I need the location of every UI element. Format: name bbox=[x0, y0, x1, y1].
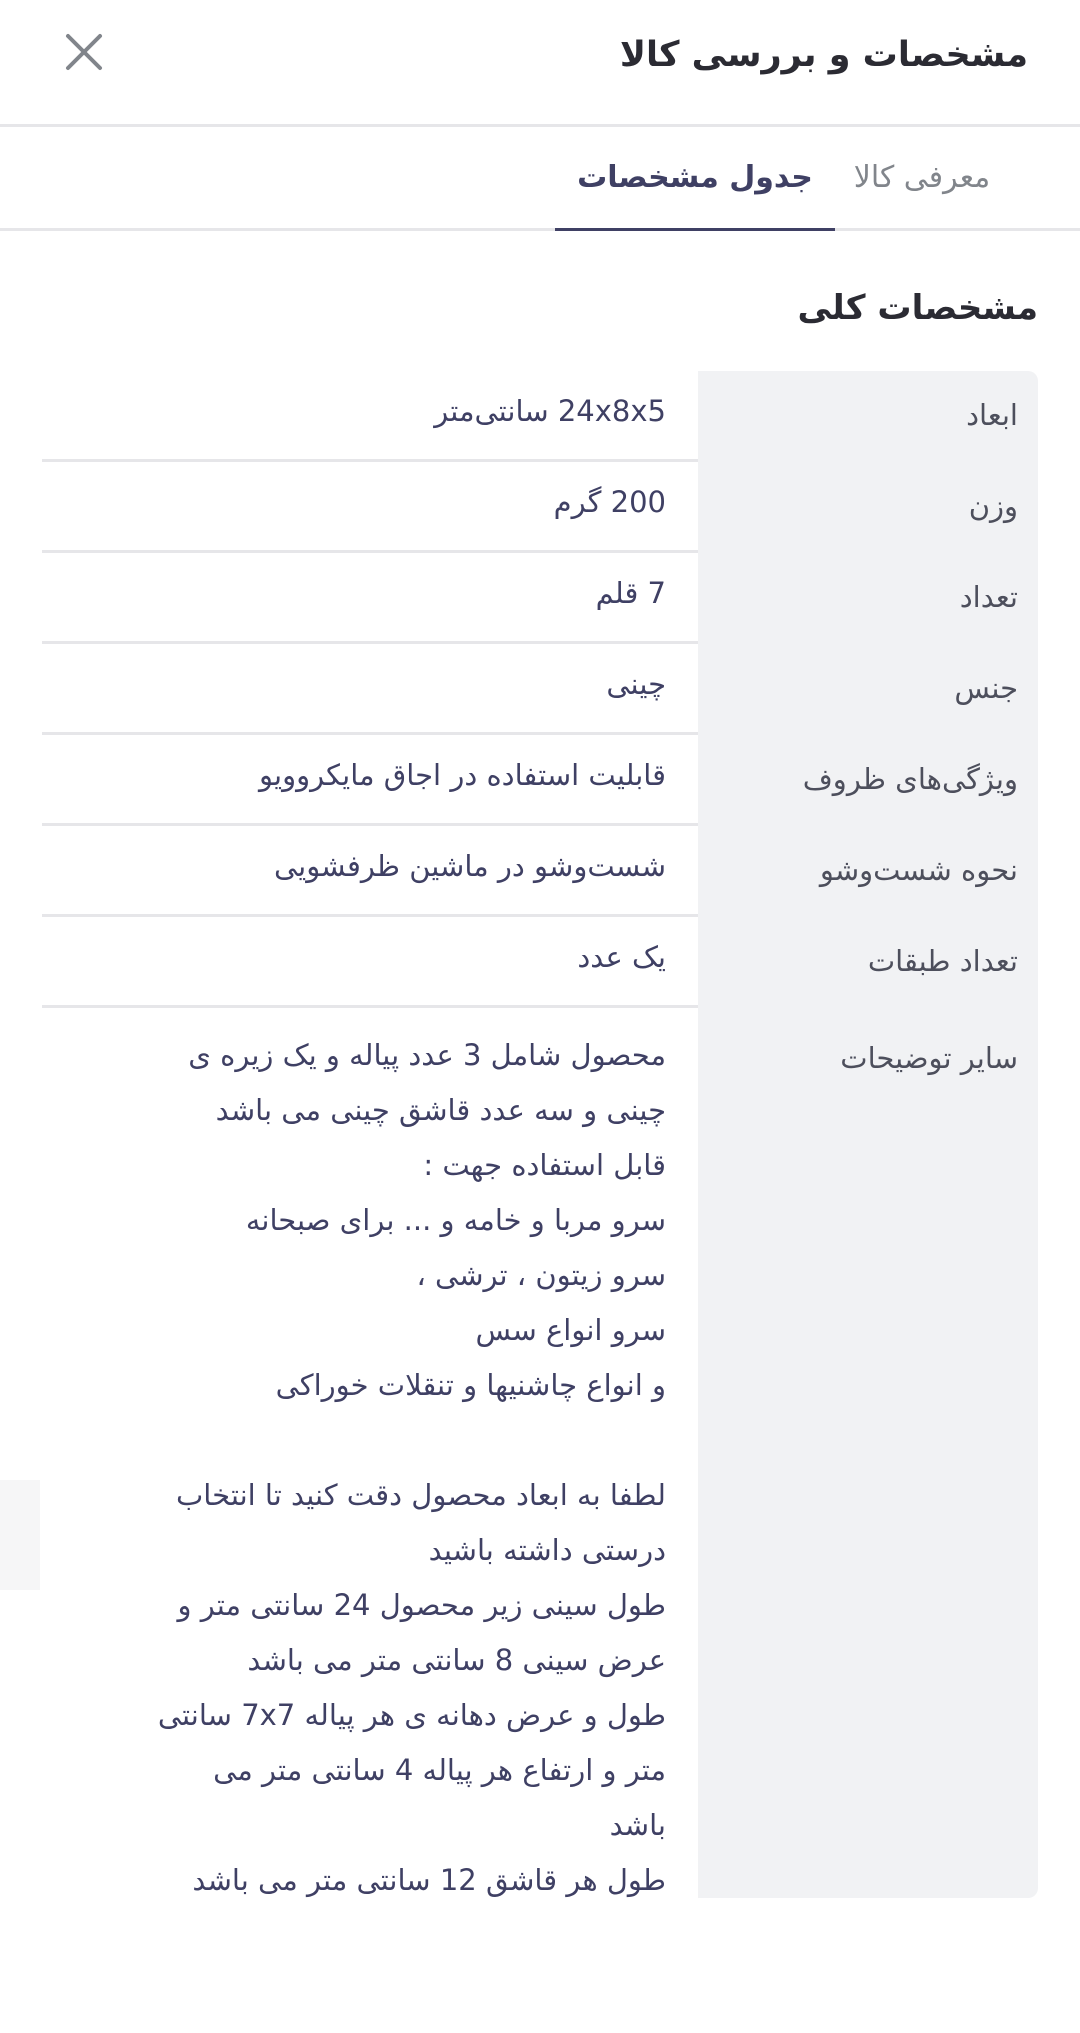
spec-label: وزن bbox=[698, 462, 1038, 553]
notes-line: متر و ارتفاع هر پیاله 4 سانتی متر می bbox=[213, 1753, 666, 1787]
spec-table bbox=[42, 371, 1038, 1898]
tab-bar bbox=[0, 127, 1080, 231]
spec-value-cell bbox=[42, 917, 698, 1008]
notes-line: سرو انواع سس bbox=[475, 1313, 666, 1347]
notes-line: محصول شامل 3 عدد پیاله و یک زیره ی bbox=[188, 1038, 666, 1072]
spec-value-cell bbox=[42, 644, 698, 735]
notes-line: سرو مربا و خامه و ... برای صبحانه bbox=[245, 1203, 666, 1237]
spec-label: ویژگی‌های ظروف bbox=[698, 735, 1038, 826]
spec-value: 24x8x5 سانتی‌متر bbox=[434, 394, 666, 428]
spec-row-count bbox=[42, 553, 1038, 644]
spec-label: نحوه شست‌وشو bbox=[698, 826, 1038, 917]
modal-title: مشخصات و بررسی کالا bbox=[619, 35, 1028, 75]
scroll-edge-shadow bbox=[0, 1480, 40, 1590]
spec-value: قابلیت استفاده در اجاق مایکروویو bbox=[259, 758, 666, 792]
spec-row-tiers bbox=[42, 917, 1038, 1008]
spec-value: 7 قلم bbox=[595, 576, 666, 610]
notes-line: عرض سینی 8 سانتی متر می باشد bbox=[247, 1643, 666, 1677]
notes-line: سرو زیتون ، ترشی ، bbox=[416, 1258, 666, 1292]
spec-label: سایر توضیحات bbox=[698, 1008, 1038, 1898]
close-button[interactable] bbox=[60, 28, 108, 76]
notes-line: باشد bbox=[609, 1808, 666, 1842]
active-tab-indicator bbox=[555, 228, 835, 231]
spec-row-dimensions bbox=[42, 371, 1038, 462]
notes-line: چینی و سه عدد قاشق چینی می باشد bbox=[215, 1093, 666, 1127]
notes-line: طول و عرض دهانه ی هر پیاله 7x7 سانتی bbox=[157, 1698, 666, 1732]
notes-line: درستی داشته باشید bbox=[428, 1533, 666, 1567]
spec-row-washing bbox=[42, 826, 1038, 917]
spec-row-weight bbox=[42, 462, 1038, 553]
spec-value-cell bbox=[42, 735, 698, 826]
spec-value-cell bbox=[42, 462, 698, 553]
notes-line: طول سینی زیر محصول 24 سانتی متر و bbox=[177, 1588, 666, 1622]
notes-line: طول هر قاشق 12 سانتی متر می باشد bbox=[192, 1863, 666, 1897]
section-title: مشخصات کلی bbox=[797, 288, 1038, 328]
spec-value: یک عدد bbox=[577, 940, 666, 974]
spec-value-cell bbox=[42, 553, 698, 644]
spec-value-cell bbox=[42, 1008, 698, 1898]
notes-line: لطفا به ابعاد محصول دقت کنید تا انتخاب bbox=[175, 1478, 666, 1512]
close-icon[interactable] bbox=[60, 28, 108, 76]
spec-value: 200 گرم bbox=[553, 485, 666, 519]
spec-label: جنس bbox=[698, 644, 1038, 735]
tab-specifications[interactable]: جدول مشخصات bbox=[577, 160, 813, 195]
spec-value-cell bbox=[42, 826, 698, 917]
spec-row-features bbox=[42, 735, 1038, 826]
modal-header bbox=[0, 0, 1080, 127]
spec-value: شست‌وشو در ماشین ظرفشویی bbox=[273, 849, 666, 883]
spec-label: ابعاد bbox=[698, 371, 1038, 462]
spec-value: چینی bbox=[606, 667, 666, 701]
spec-label: تعداد bbox=[698, 553, 1038, 644]
spec-row-other-notes bbox=[42, 1008, 1038, 1898]
notes-line: قابل استفاده جهت : bbox=[423, 1148, 666, 1182]
notes-line bbox=[62, 1413, 666, 1468]
other-notes-text bbox=[62, 1028, 666, 1908]
spec-row-material bbox=[42, 644, 1038, 735]
spec-value-cell bbox=[42, 371, 698, 462]
spec-label: تعداد طبقات bbox=[698, 917, 1038, 1008]
tab-product-intro[interactable]: معرفی کالا bbox=[853, 160, 991, 195]
notes-line: و انواع چاشنیها و تنقلات خوراکی bbox=[275, 1368, 666, 1402]
